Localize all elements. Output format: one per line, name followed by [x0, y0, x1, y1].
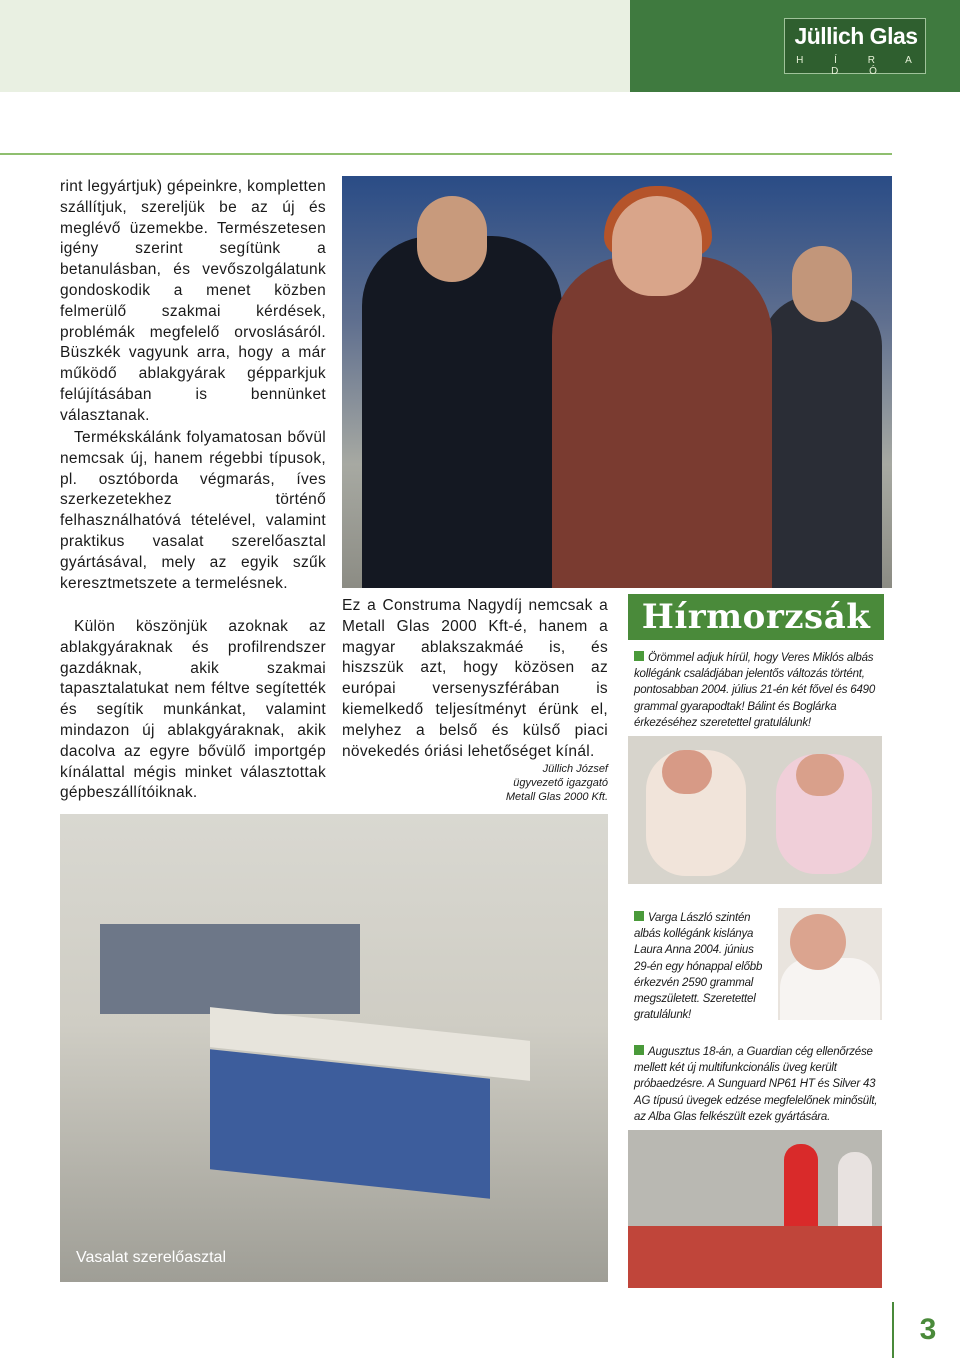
- news-item-3: [634, 1044, 886, 1125]
- signature-role: ügyvezető igazgató: [513, 777, 608, 789]
- workshop-photo-caption: Vasalat szerelőasztal: [76, 1249, 226, 1266]
- photo-figure-man-head: [417, 196, 487, 282]
- news-bits-title: Hírmorzsák: [628, 594, 884, 640]
- brand-logo: [784, 18, 926, 77]
- photo-baby-1-head: [662, 750, 712, 794]
- news-item-3-text: Augusztus 18-án, a Guardian cég ellenőrzése mellett két új multifunkcionális üveg került próbaedzésre. A Sunguard NP61 HT és Silver 43 AG típusú üvegek edzése megfelelőnek minősült, az Alba Glas felkészült ezek gyártására.: [634, 1046, 878, 1123]
- brand-name: Jüllich Glas: [794, 23, 918, 49]
- middle-paragraph: Ez a Construma Nagydíj nemcsak a Metall Glas 2000 Kft-é, hanem a magyar ablakszakmáé is, és hiszszük azt, hogy közösen az európai versenyszférában is kiemelkedő teljesítményt érünk el, melyhez a belső és külső piaci növekedés óriási lehetőséget kínál.: [342, 597, 608, 760]
- photo-worker-red: [784, 1144, 818, 1234]
- photo-machines: [100, 924, 360, 1014]
- page-number-divider: [892, 1302, 894, 1358]
- green-square-icon: [634, 1045, 644, 1055]
- photo-figure-bystander: [762, 296, 882, 588]
- photo-figure-woman: [552, 256, 772, 588]
- photo-baby-3-head: [790, 914, 846, 970]
- glass-tempering-photo: [628, 1130, 882, 1288]
- signature-company: Metall Glas 2000 Kft.: [505, 791, 608, 803]
- baby-photo: [778, 908, 882, 1020]
- photo-baby-2-head: [796, 754, 844, 796]
- photo-figure-bystander-head: [792, 246, 852, 322]
- news-item-2-text: Varga László szintén albás kollégánk kislánya Laura Anna 2004. június 29-én egy hónappal előbb érkezvén 2590 grammal megszületett. Szeretettel gratulálunk!: [634, 912, 763, 1022]
- news-item-2: [634, 910, 772, 1023]
- article-paragraph-2: Termékskálánk folyamatosan bővül nemcsak új, hanem régebbi típusok, pl. osztóborda végmarás, íves szerkezetekhez történő felhasználhatóvá tételével, valamint praktikus vasalat szerelőasztal gyártásával, mely az egyik szűk keresztmetszete a termelésnek.: [60, 429, 326, 592]
- brand-subtitle: H Í R A D Ó: [796, 55, 926, 77]
- article-paragraph-1: rint legyártjuk) gépeinkre, kompletten szállítjuk, szereljük be az új és meglévő üzemekbe. Természetesen igény szerint segítünk a betanulásban, és vevőszolgálatunk gondoskodik a menet közben felmerülő szakmai kérdések, problémák megfelelő orvoslásáról. Büszkék vagyunk arra, hogy a már működő ablakgyárak gépparkjuk felújításában is bennünket választanak.: [60, 178, 326, 424]
- news-item-1-text: Örömmel adjuk hírül, hogy Veres Miklós albás kollégánk családjában jelentős változás történt, pontosabban 2004. július 21-én két fővel és 6490 grammal gyarapodtak! Bálint és Boglárka érkezéséhez szeretettel gratulálunk!: [634, 652, 876, 729]
- article-paragraph-3: Külön köszönjük azoknak az ablakgyáraknak és profilrendszer gazdáknak, akik szakmai tapasztalatukat nem féltve segítették és segítik munkánkat, valamint mindazon új ablakgyáraknak, akik dacolva az egyre bővülő importgép kínálattal mégis minket választottak gépbeszállítóiknak.: [60, 618, 326, 802]
- signature-name: Jüllich József: [542, 763, 608, 775]
- news-item-1: [634, 650, 886, 731]
- header-rule: [0, 153, 892, 155]
- green-square-icon: [634, 911, 644, 921]
- photo-figure-woman-head: [612, 196, 702, 296]
- photo-roller-table: [628, 1226, 882, 1288]
- green-square-icon: [634, 651, 644, 661]
- photo-figure-man: [362, 236, 562, 588]
- twins-photo: [628, 736, 882, 884]
- page-number: 3: [919, 1313, 937, 1346]
- handshake-photo: [342, 176, 892, 588]
- workshop-photo: [60, 814, 608, 1282]
- signature: [342, 762, 608, 804]
